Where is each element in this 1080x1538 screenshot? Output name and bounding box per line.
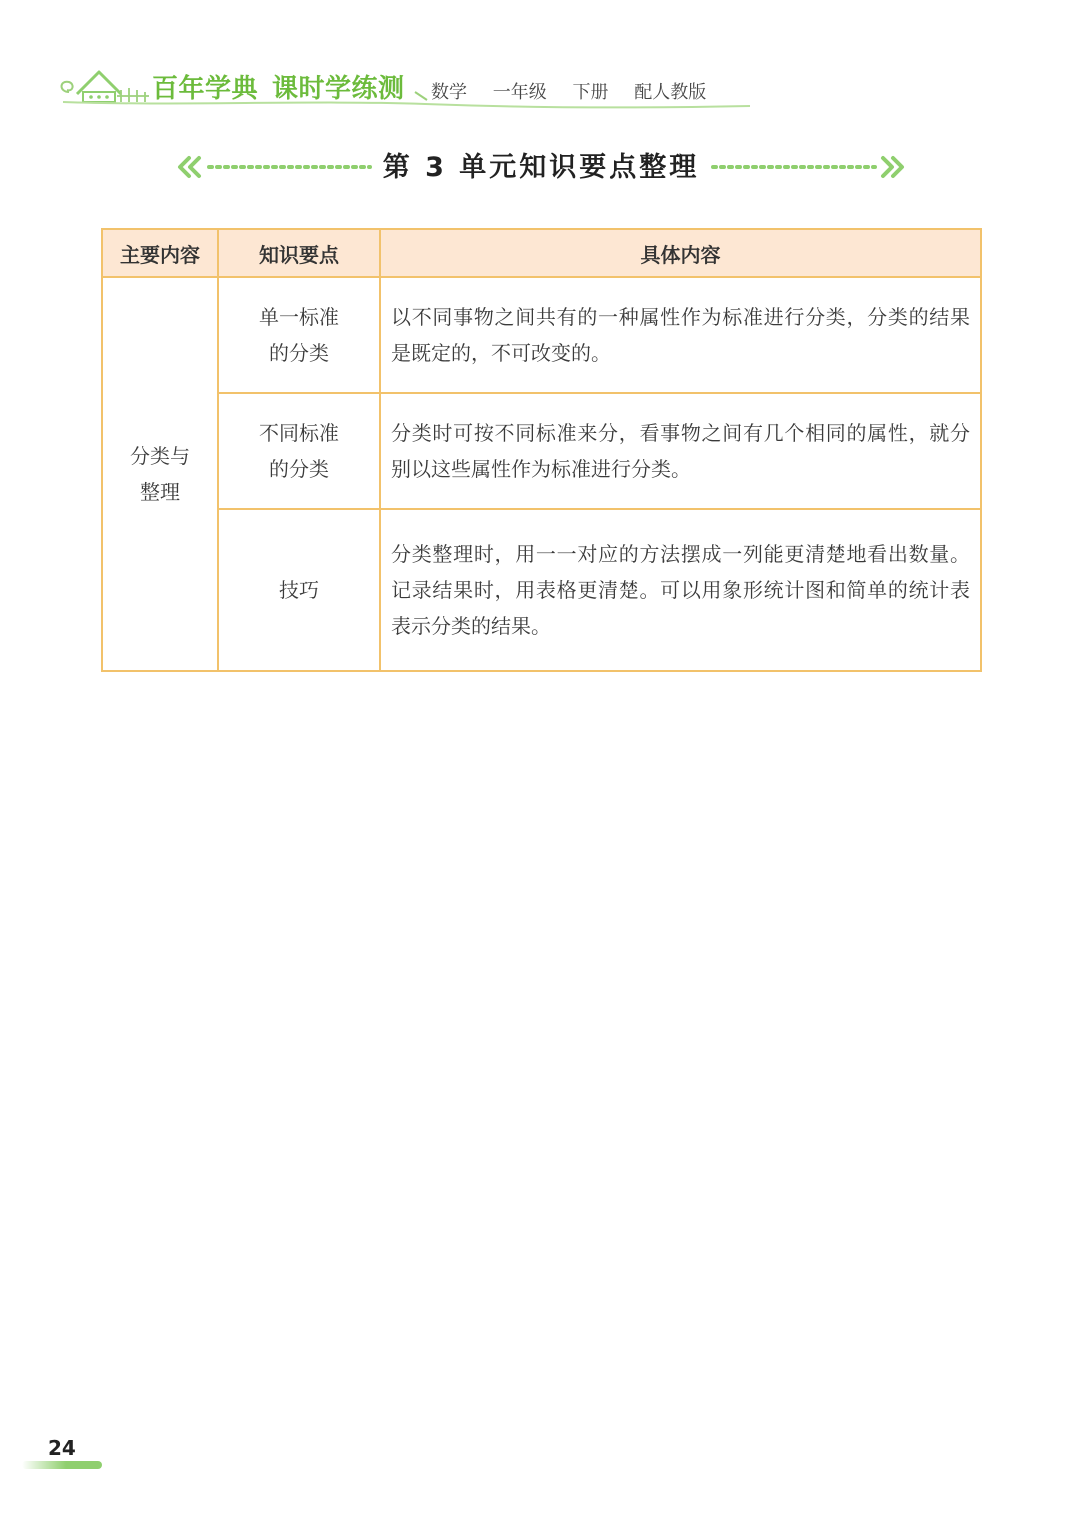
edition-label: 配人教版	[634, 82, 707, 103]
subject-label: 数学	[431, 82, 467, 103]
knowledge-point-line: 的分类	[269, 341, 329, 365]
knowledge-point-line: 的分类	[269, 457, 329, 481]
detail-cell: 分类时可按不同标准来分，看事物之间有几个相同的属性，就分别以这些属性作为标准进行分类。	[380, 393, 981, 509]
section-title-row	[175, 142, 907, 188]
column-header-knowledge-point: 知识要点	[218, 229, 380, 277]
table-row	[102, 509, 981, 671]
main-topic-cell	[102, 277, 218, 671]
volume-label: 下册	[572, 82, 609, 103]
knowledge-summary-table	[101, 228, 982, 672]
table-row	[102, 393, 981, 509]
knowledge-point-cell	[218, 277, 380, 393]
header-banner	[55, 62, 755, 122]
detail-cell: 以不同事物之间共有的一种属性作为标准进行分类，分类的结果是既定的，不可改变的。	[380, 277, 981, 393]
grade-label: 一年级	[492, 82, 547, 103]
knowledge-point-line: 不同标准	[259, 421, 339, 445]
brand-name: 百年学典	[152, 74, 259, 104]
page-number-bar	[22, 1461, 102, 1469]
knowledge-point-line: 单一标准	[259, 305, 339, 329]
detail-cell: 分类整理时，用一一对应的方法摆成一列能更清楚地看出数量。记录结果时，用表格更清楚。可以用象形统计图和简单的统计表表示分类的结果。	[380, 509, 981, 671]
column-header-main-content: 主要内容	[102, 229, 218, 277]
main-topic-line: 整理	[140, 480, 180, 504]
column-header-detail: 具体内容	[380, 229, 981, 277]
book-info	[431, 78, 726, 104]
page-number: 24	[48, 1436, 76, 1460]
table-header-row	[102, 229, 981, 277]
knowledge-point-cell	[218, 509, 380, 671]
brand-title	[152, 68, 405, 105]
knowledge-point-cell	[218, 393, 380, 509]
table-row	[102, 277, 981, 393]
brand-series: 课时学练测	[272, 74, 405, 104]
knowledge-point-line: 技巧	[279, 578, 319, 602]
section-title: 第 3 单元知识要点整理	[382, 152, 700, 183]
main-topic-line: 分类与	[130, 444, 190, 468]
